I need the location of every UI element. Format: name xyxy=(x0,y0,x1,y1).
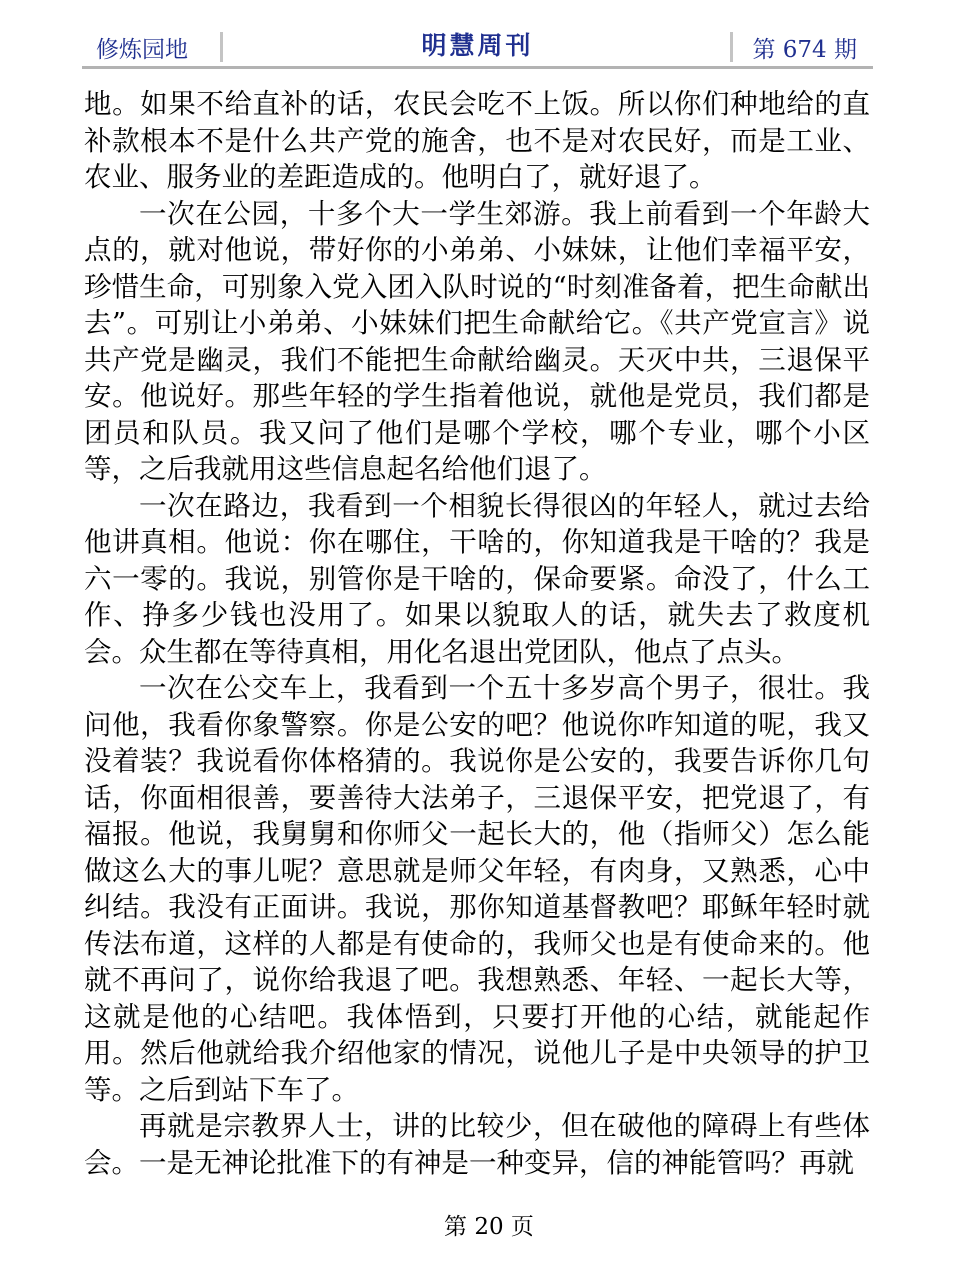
section-name: 修炼园地 xyxy=(96,37,188,63)
header-divider-right xyxy=(730,32,733,62)
publication-title: 明慧周刊 xyxy=(421,31,534,60)
paragraph: 再就是宗教界人士，讲的比较少，但在破他的障碍上有些体会。一是无神论批准下的有神是一种变异，信的神能管吗？再就 xyxy=(84,1110,870,1179)
page-header xyxy=(82,22,873,66)
header-rule xyxy=(82,66,873,69)
paragraph: 一次在路边，我看到一个相貌长得很凶的年轻人，就过去给他讲真相。他说：你在哪住，干啥的，你知道我是干啥的？我是六一零的。我说，别管你是干啥的，保命要紧。命没了，什么工作、挣多少钱也没用了。如果以貌取人的话，就失去了救度机会。众生都在等待真相，用化名退出党团队，他点了点头。 xyxy=(84,489,870,668)
page-number: 第 20 页 xyxy=(444,1214,534,1240)
paragraph: 一次在公园，十多个大一学生郊游。我上前看到一个年龄大点的，就对他说，带好你的小弟弟、小妹妹，让他们幸福平安，珍惜生命，可别象入党入团入队时说的“时刻准备着，把生命献出去”。可别让小弟弟、小妹妹们把生命献给它。《共产党宣言》说共产党是幽灵，我们不能把生命献给幽灵。天灭中共，三退保平安。他说好。那些年轻的学生指着他说，就他是党员，我们都是团员和队员。我又问了他们是哪个学校，哪个专业，哪个小区等，之后我就用这些信息起名给他们退了。 xyxy=(84,197,870,485)
issue-number: 第 674 期 xyxy=(752,37,857,63)
article-body xyxy=(84,86,870,1181)
paragraph: 地。如果不给直补的话，农民会吃不上饭。所以你们种地给的直补款根本不是什么共产党的施舍，也不是对农民好，而是工业、农业、服务业的差距造成的。他明白了，就好退了。 xyxy=(84,88,870,193)
paragraph: 一次在公交车上，我看到一个五十多岁高个男子，很壮。我问他，我看你象警察。你是公安的吧？他说你咋知道的呢，我又没着装？我说看你体格猜的。我说你是公安的，我要告诉你几句话，你面相很善，要善待大法弟子，三退保平安，把党退了，有福报。他说，我舅舅和你师父一起长大的，他（指师父）怎么能做这么大的事儿呢？意思就是师父年轻，有肉身，又熟悉，心中纠结。我没有正面讲。我说，那你知道基督教吧？耶稣年轻时就传法布道，这样的人都是有使命的，我师父也是有使命来的。他就不再问了，说你给我退了吧。我想熟悉、年轻、一起长大等，这就是他的心结吧。我体悟到，只要打开他的心结，就能起作用。然后他就给我介绍他家的情况，说他儿子是中央领导的护卫等。之后到站下车了。 xyxy=(84,672,870,1106)
